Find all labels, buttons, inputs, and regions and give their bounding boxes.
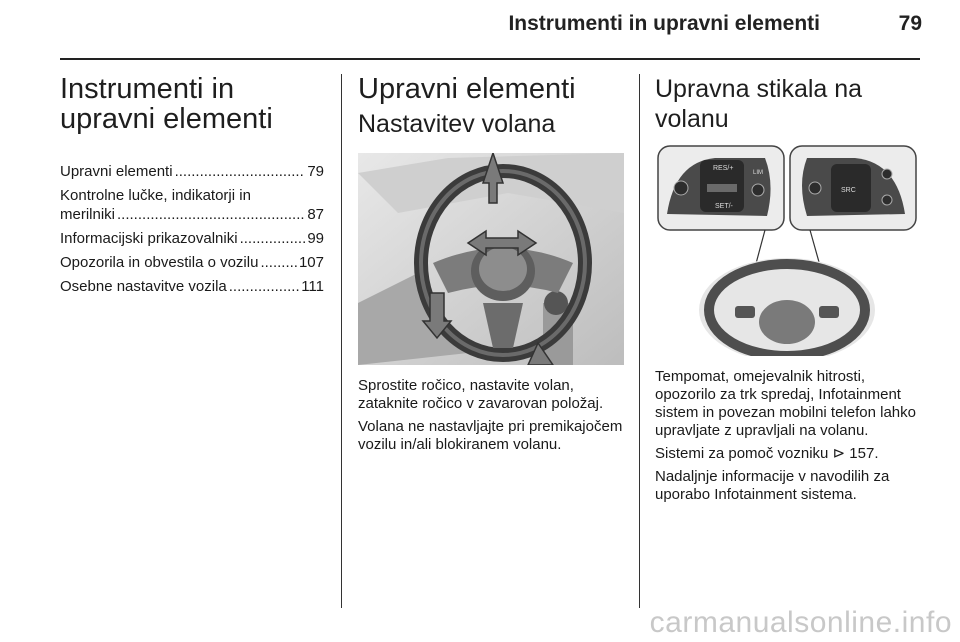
paragraph: Sprostite ročico, nastavite volan, zataknite ročico v zavarovan položaj. [358, 377, 604, 412]
toc-leader [260, 253, 297, 272]
paragraph: Nadaljnje informacije v navodilih za uporabo Infotainment sistema. [655, 468, 890, 503]
chapter-column [60, 74, 324, 301]
lim-button-label: LIM [753, 170, 764, 176]
toc-page: 87 [307, 206, 324, 223]
paragraph: Sistemi za pomoč vozniku ⊳ 157. [655, 445, 879, 462]
chapter-title: Instrumenti in upravni elementi [60, 73, 273, 135]
toc-label: Osebne nastavitve vozila [60, 278, 227, 295]
header-rule [60, 58, 920, 60]
steering-wheel-photo [358, 153, 624, 365]
toc-label-line1: Kontrolne lučke, indikatorji in [60, 187, 251, 204]
set-button-label: SET/- [715, 203, 733, 210]
column-divider-2 [639, 74, 640, 608]
toc-item[interactable] [60, 229, 324, 248]
toc-item[interactable] [60, 277, 324, 296]
section-column [655, 74, 925, 509]
toc-label: merilniki [60, 206, 116, 223]
res-button-label: RES/+ [713, 165, 734, 172]
toc-item[interactable] [60, 162, 324, 181]
table-of-contents [60, 162, 324, 296]
toc-page: 111 [301, 278, 324, 295]
toc-leader [175, 162, 306, 181]
subsection-title: Nastavitev volana [358, 110, 556, 138]
toc-label: Upravni elementi [60, 163, 173, 180]
paragraph: Tempomat, omejevalnik hitrosti, opozorilo za trk spredaj, Infotainment sistem in povezan mobilni telefon lahko upravljate z upravljali na volanu. [655, 368, 916, 439]
toc-item-multiline[interactable] [60, 186, 324, 224]
toc-label: Informacijski prikazovalniki [60, 230, 238, 247]
section-title: Upravni elementi [358, 73, 576, 105]
toc-leader [240, 229, 306, 248]
page-number: 79 [898, 12, 922, 35]
toc-page: 107 [298, 254, 324, 271]
paragraph: Volana ne nastavljajte pri premikajočem vozilu in/ali blokiranem volanu. [358, 418, 623, 453]
steering-adjustment-illustration [358, 153, 624, 365]
running-header-title: Instrumenti in upravni elementi [508, 12, 820, 35]
steering-switches-photo [655, 144, 918, 356]
toc-page: 79 [307, 163, 324, 180]
watermark: carmanualsonline.info [649, 606, 952, 639]
toc-leader [117, 205, 305, 224]
toc-item[interactable] [60, 253, 324, 272]
column-divider-1 [341, 74, 342, 608]
toc-page: 99 [307, 230, 324, 247]
section-column [358, 74, 624, 459]
src-button-label: SRC [841, 187, 856, 194]
section-title: Upravna stikala na volanu [655, 75, 863, 133]
toc-leader [229, 277, 299, 296]
steering-switches-illustration [655, 144, 918, 356]
toc-label: Opozorila in obvestila o vozilu [60, 254, 259, 271]
